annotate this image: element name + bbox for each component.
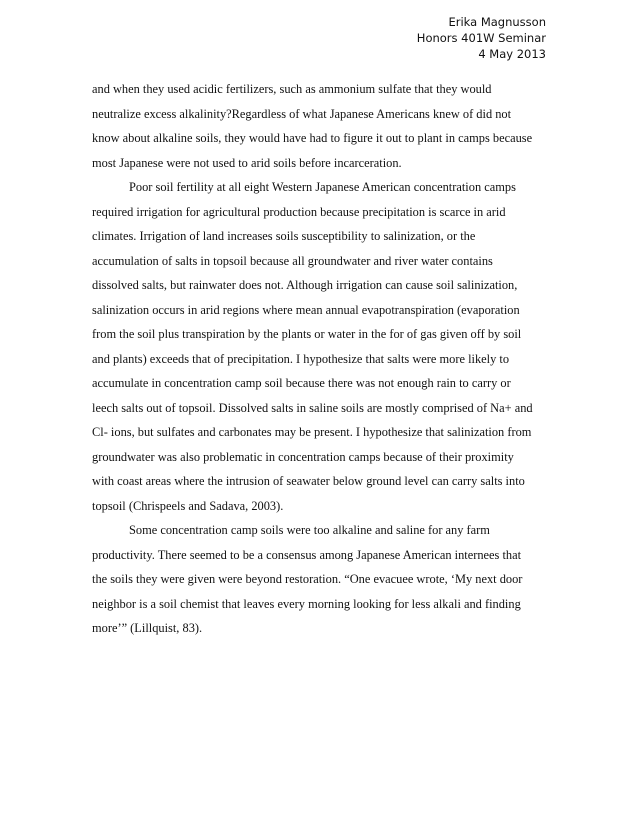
text-line: and when they used acidic fertilizers, such as ammonium sulfate that they would — [92, 82, 492, 96]
text-line: salinization occurs in arid regions where mean annual evapotranspiration (evaporation — [92, 302, 520, 317]
text-line: topsoil (Chrispeels and Sadava, 2003). — [92, 498, 284, 513]
text-line: the soils they were given were beyond restoration. “One evacuee wrote, ‘My next door — [92, 572, 523, 586]
header-date: 4 May 2013 — [478, 47, 546, 61]
text-line: dissolved salts, but rainwater does not. Although irrigation can cause soil salinization, — [92, 278, 518, 292]
paragraph-first-line: Some concentration camp soils were too alkaline and saline for any farm — [129, 523, 490, 537]
text-line: Cl- ions, but sulfates and carbonates may be present. I hypothesize that salinization from — [92, 425, 532, 439]
text-line: know about alkaline soils, they would have had to figure it out to plant in camps because — [92, 131, 533, 145]
paragraph-first-line: Poor soil fertility at all eight Western Japanese American concentration camps — [129, 180, 516, 194]
text-line: neighbor is a soil chemist that leaves every morning looking for less alkali and finding — [92, 596, 521, 611]
text-line: more’” (Lillquist, 83). — [92, 621, 203, 635]
text-line: climates. Irrigation of land increases soils susceptibility to salinization, or the — [92, 229, 476, 243]
body-text — [92, 79, 552, 643]
author-name: Erika Magnusson — [448, 15, 546, 29]
text-line: leech salts out of topsoil. Dissolved salts in saline soils are mostly comprised of Na+ and — [92, 400, 533, 415]
text-line: with coast areas where the intrusion of seawater below ground level can carry salts into — [92, 474, 525, 488]
text-line: accumulate in concentration camp soil because there was not enough rain to carry or — [92, 376, 511, 390]
text-line: neutralize excess alkalinity?Regardless of what Japanese Americans knew of did not — [92, 106, 512, 121]
text-line: most Japanese were not used to arid soils before incarceration. — [92, 155, 402, 170]
text-line: groundwater was also problematic in concentration camps because of their proximity — [92, 449, 514, 464]
text-line: required irrigation for agricultural production because precipitation is scarce in arid — [92, 204, 506, 219]
text-line: productivity. There seemed to be a consensus among Japanese American internees that — [92, 547, 522, 562]
text-line: from the soil plus transpiration by the plants or water in the for of gas given off by soil — [92, 327, 522, 341]
text-line: accumulation of salts in topsoil because all groundwater and river water contains — [92, 253, 493, 268]
course-name: Honors 401W Seminar — [416, 31, 546, 45]
page-header — [417, 14, 546, 62]
text-line: and plants) exceeds that of precipitation. I hypothesize that salts were more likely to — [92, 351, 510, 366]
